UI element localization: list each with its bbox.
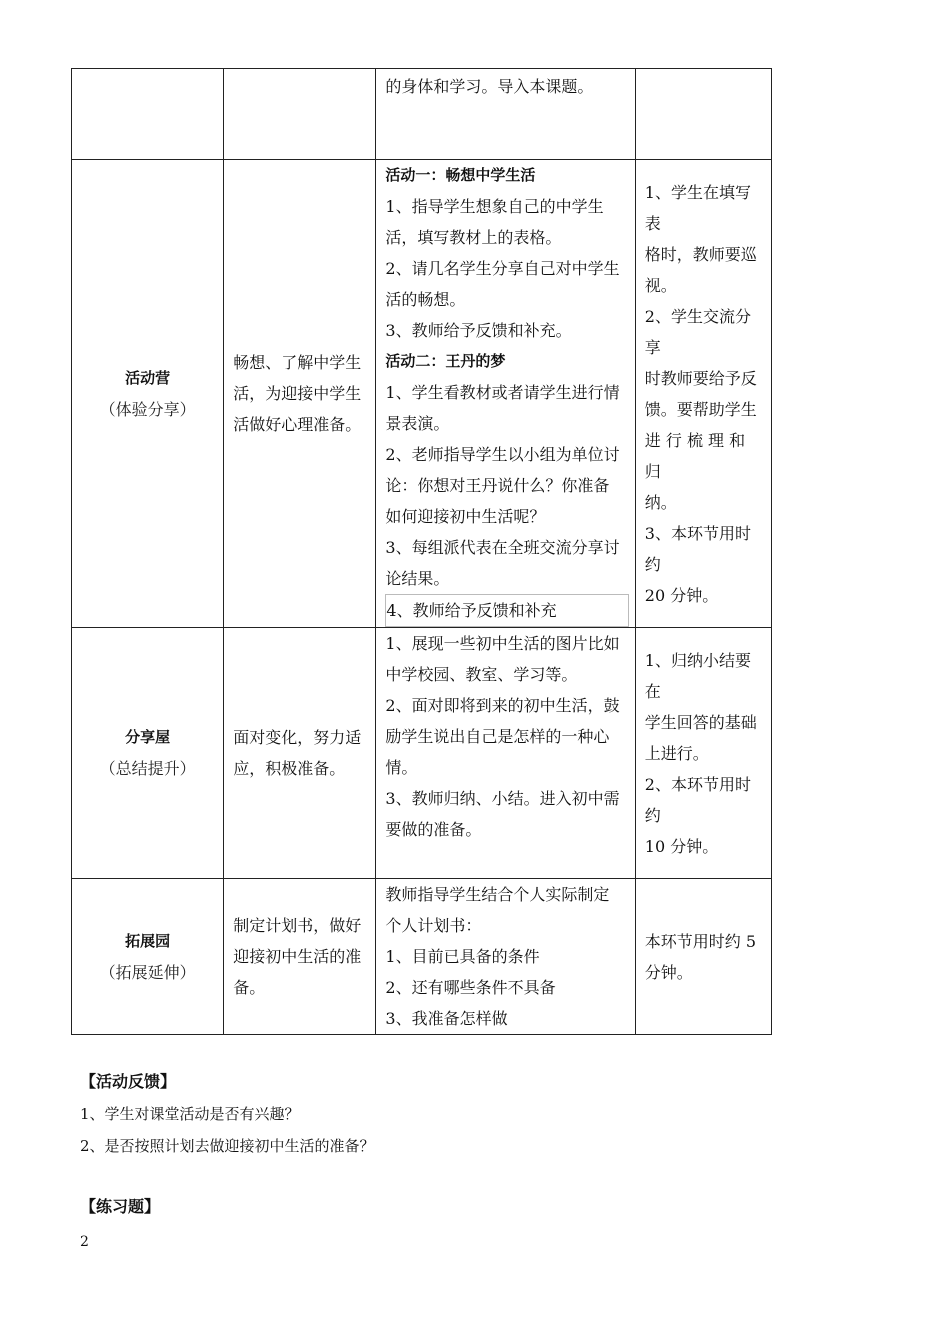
table-row — [72, 628, 772, 879]
content-line: 4、教师给予反馈和补充 — [385, 594, 628, 627]
notes-cell — [635, 160, 771, 628]
goal-text: 面对变化，努力适应，积极准备。 — [233, 728, 362, 778]
notes-cell — [635, 628, 771, 879]
notes-line: 2、本环节用时约 — [644, 774, 751, 825]
feedback-title: 【活动反馈】 — [80, 1072, 177, 1091]
goal-cell — [224, 628, 376, 879]
content-line: 论：你想对王丹说什么？你准备 — [385, 476, 610, 495]
content-cell — [376, 628, 635, 879]
goal-text: 制定计划书，做好迎接初中生活的准备。 — [233, 916, 362, 997]
content-line: 活的畅想。 — [385, 290, 466, 309]
notes-cell — [635, 879, 771, 1035]
page-number: 2 — [80, 1234, 89, 1250]
content-line: 活，填写教材上的表格。 — [385, 228, 562, 247]
content-line: 论结果。 — [385, 569, 450, 588]
table-row — [72, 69, 772, 160]
stage-cell — [72, 160, 224, 628]
content-line: 2、请几名学生分享自己对中学生 — [385, 259, 620, 278]
notes-line: 馈。要帮助学生 — [644, 399, 757, 419]
activity-title: 活动二：王丹的梦 — [385, 352, 506, 370]
table-row — [72, 160, 772, 628]
content-line: 2、老师指导学生以小组为单位讨 — [385, 445, 620, 464]
content-cell — [376, 879, 635, 1035]
notes-line: 纳。 — [644, 492, 677, 512]
content-line: 景表演。 — [385, 414, 450, 433]
stage-subtitle: （体验分享） — [99, 399, 196, 419]
notes-line: 本环节用时约 5 — [644, 931, 757, 951]
notes-line: 1、学生在填写表 — [644, 182, 751, 233]
goal-cell — [224, 879, 376, 1035]
feedback-item: 1、学生对课堂活动是否有兴趣？ — [80, 1105, 300, 1123]
content-line: 要做的准备。 — [385, 820, 482, 839]
content-line: 教师指导学生结合个人实际制定 — [385, 885, 610, 904]
content-line: 3、教师归纳、小结。进入初中需 — [385, 789, 620, 808]
notes-line: 1、归纳小结要在 — [644, 650, 751, 701]
content-line: 3、我准备怎样做 — [385, 1009, 508, 1028]
content-line: 3、教师给予反馈和补充。 — [385, 321, 572, 340]
stage-title: 拓展园 — [125, 931, 171, 950]
stage-subtitle: （总结提升） — [99, 759, 196, 778]
content-line: 2、还有哪些条件不具备 — [385, 978, 556, 997]
notes-line: 上进行。 — [644, 743, 709, 763]
content-cell — [376, 69, 635, 160]
table-row — [72, 879, 772, 1035]
content-line: 如何迎接初中生活呢？ — [385, 507, 546, 526]
content-line: 1、指导学生想象自己的中学生 — [385, 197, 604, 216]
content-line: 励学生说出自己是怎样的一种心 — [385, 727, 610, 746]
stage-cell — [72, 69, 224, 160]
notes-line: 20 分钟。 — [644, 585, 719, 605]
content-line: 中学校园、教室、学习等。 — [385, 665, 578, 684]
lesson-plan-table — [71, 68, 772, 1035]
notes-line: 进 行 梳 理 和 归 — [644, 430, 746, 481]
goal-cell — [224, 69, 376, 160]
content-cell — [376, 160, 635, 628]
stage-title: 分享屋 — [125, 728, 171, 746]
notes-line: 时教师要给予反 — [644, 368, 757, 388]
notes-line: 10 分钟。 — [644, 836, 719, 856]
content-line: 1、展现一些初中生活的图片比如 — [385, 634, 620, 653]
notes-line: 分钟。 — [644, 962, 693, 982]
content-line: 情。 — [385, 758, 418, 777]
content-line: 个人计划书： — [385, 916, 482, 935]
notes-line: 3、本环节用时约 — [644, 523, 751, 574]
stage-title: 活动营 — [125, 368, 171, 387]
content-line: 2、面对即将到来的初中生活，鼓 — [385, 696, 620, 715]
stage-cell — [72, 879, 224, 1035]
stage-subtitle: （拓展延伸） — [99, 962, 196, 982]
goal-text: 畅想、了解中学生活，为迎接中学生活做好心理准备。 — [233, 353, 362, 434]
exercise-title: 【练习题】 — [80, 1197, 161, 1216]
feedback-item: 2、是否按照计划去做迎接初中生活的准备？ — [80, 1137, 375, 1155]
notes-line: 2、学生交流分享 — [644, 306, 751, 357]
content-line: 1、学生看教材或者请学生进行情 — [385, 383, 620, 402]
notes-line: 视。 — [644, 275, 677, 295]
content-line: 的身体和学习。导入本课题。 — [385, 77, 594, 96]
content-line: 3、每组派代表在全班交流分享讨 — [385, 538, 620, 557]
goal-cell — [224, 160, 376, 628]
notes-line: 学生回答的基础 — [644, 712, 757, 732]
content-line: 1、目前已具备的条件 — [385, 947, 540, 966]
notes-cell — [635, 69, 771, 160]
stage-cell — [72, 628, 224, 879]
activity-title: 活动一：畅想中学生活 — [385, 166, 536, 184]
notes-line: 格时，教师要巡 — [644, 244, 757, 264]
